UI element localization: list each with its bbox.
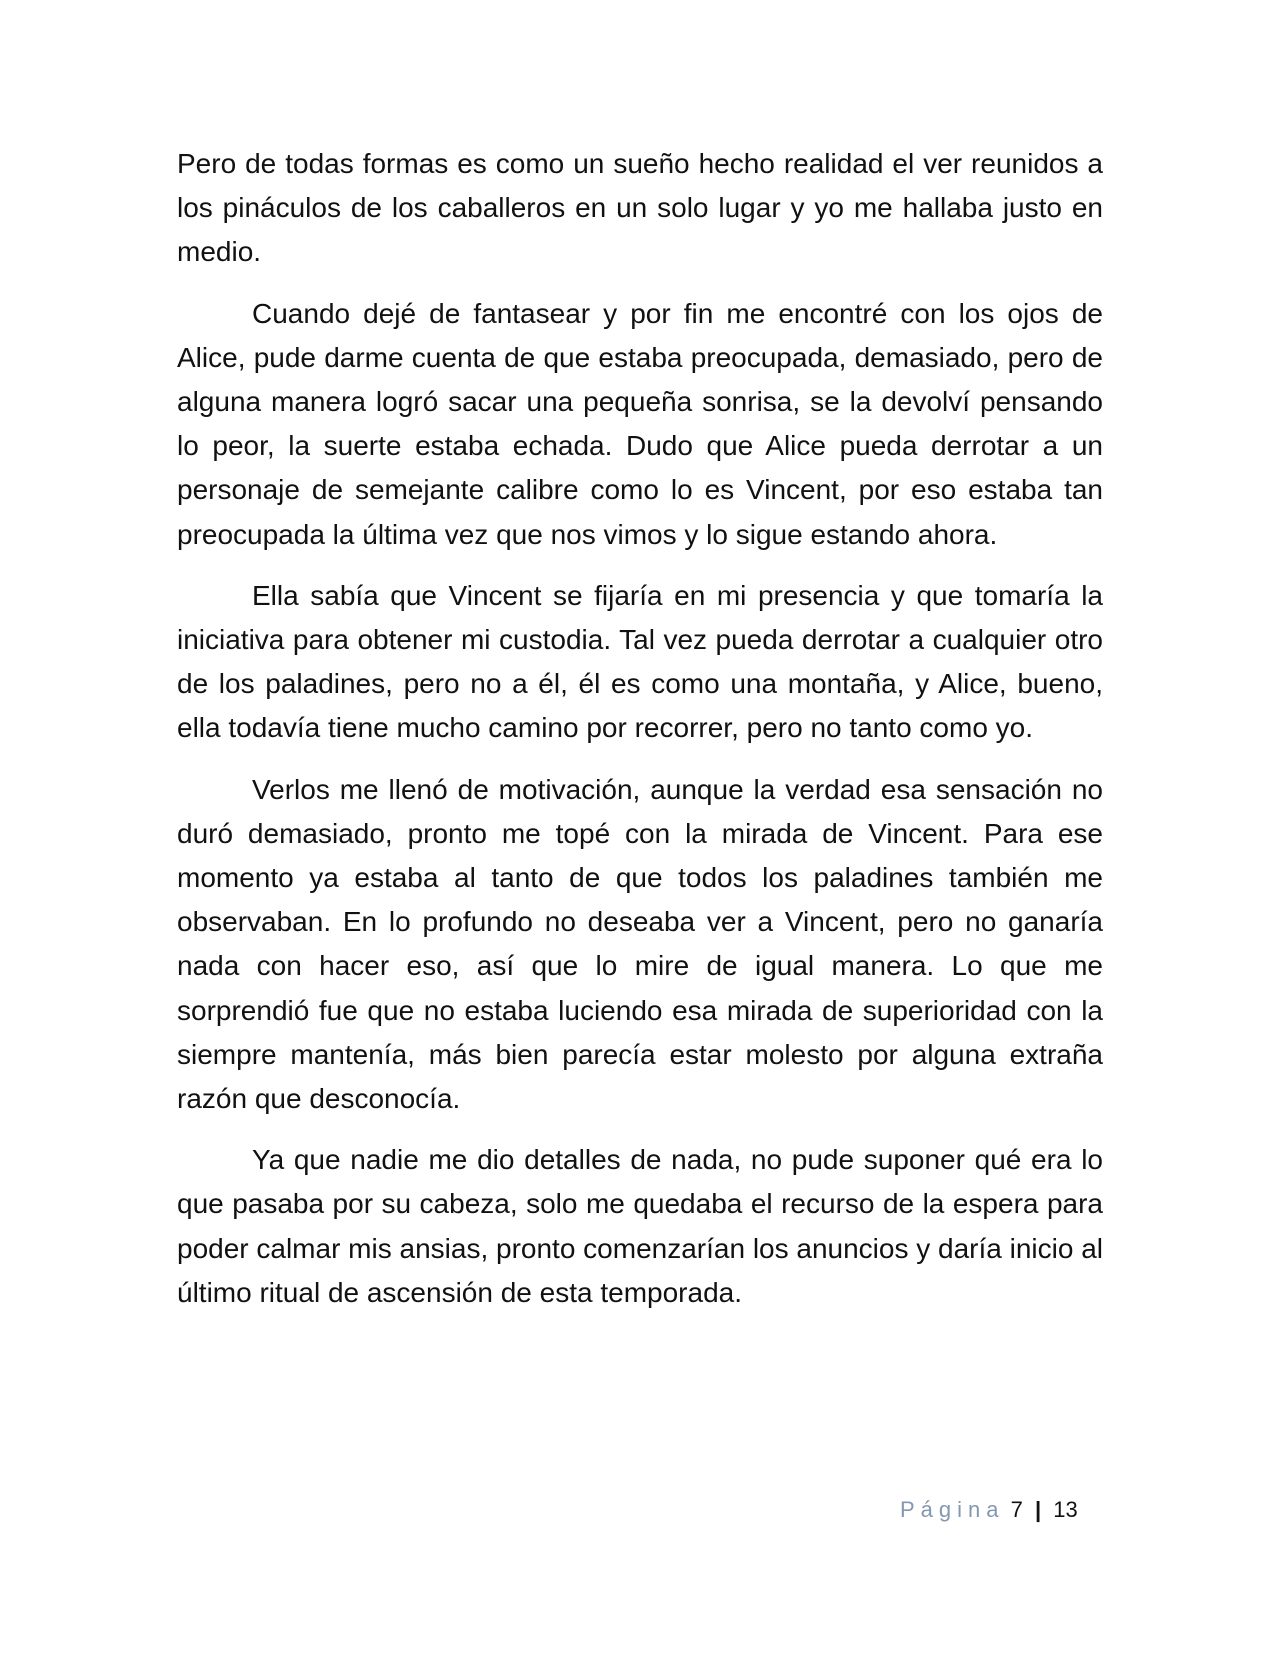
paragraph-1: Pero de todas formas es como un sueño hecho realidad el ver reunidos a los pináculos de los caballeros en un solo lugar y yo me hallaba justo en medio. (177, 148, 1103, 268)
page-footer (900, 1496, 1078, 1524)
page-label: Página (900, 1497, 1005, 1522)
paragraph-5: Ya que nadie me dio detalles de nada, no pude suponer qué era lo que pasaba por su cabeza, solo me quedaba el recurso de la espera para poder calmar mis ansias, pronto comenzarían los anuncios y daría inicio al último ritual de ascensión de esta temporada. (177, 1144, 1104, 1308)
total-pages-number: 13 (1053, 1497, 1078, 1522)
paragraph-4: Verlos me llenó de motivación, aunque la verdad esa sensación no duró demasiado, pronto me topé con la mirada de Vincent. Para ese momento ya estaba al tanto de que todos los paladines también me observaban. En lo profundo no deseaba ver a Vincent, pero no ganaría nada con hacer eso, así que lo mire de igual manera. Lo que me sorprendió fue que no estaba luciendo esa mirada de superioridad con la siempre mantenía, más bien parecía estar molesto por alguna extraña razón que desconocía. (177, 773, 1103, 1115)
paragraph-3: Ella sabía que Vincent se fijaría en mi presencia y que tomaría la iniciativa para obtener mi custodia. Tal vez pueda derrotar a cualquier otro de los paladines, pero no a él, él es como una montaña, y Alice, bueno, ella todavía tiene mucho camino por recorrer, pero no tanto como yo. (177, 579, 1103, 744)
current-page-number: 7 (1010, 1497, 1023, 1522)
paragraph-2: Cuando dejé de fantasear y por fin me encontré con los ojos de Alice, pude darme cuenta de que estaba preocupada, demasiado, pero de alguna manera logró sacar una pequeña sonrisa, se la devolví pensando lo peor, la suerte estaba echada. Dudo que Alice pueda derrotar a un personaje de semejante calibre como lo es Vincent, por eso estaba tan preocupada la última vez que nos vimos y lo sigue estando ahora. (177, 297, 1103, 550)
body-text (177, 142, 1103, 1332)
page-separator: | (1035, 1497, 1042, 1522)
